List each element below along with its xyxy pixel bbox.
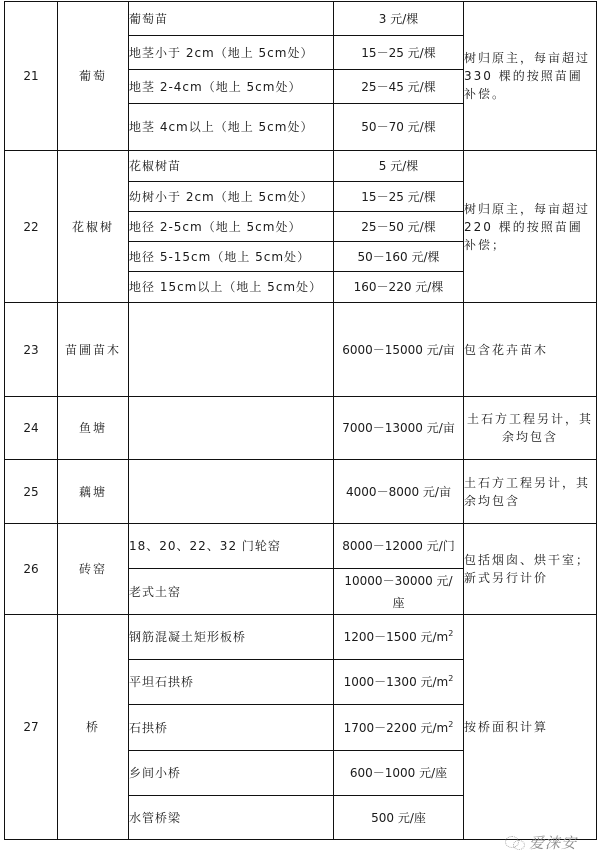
spec-cell: 葡萄苗 [129,2,334,36]
superscript: 2 [448,629,454,638]
price-cell: 6000－15000 元/亩 [334,303,464,397]
superscript: 2 [448,719,454,729]
row-number: 22 [5,151,58,303]
item-name: 葡萄 [58,2,129,151]
spec-cell: 水管桥梁 [129,796,334,840]
item-name: 鱼塘 [58,397,129,460]
wechat-icon [505,836,525,850]
price-cell: 160－220 元/棵 [334,272,464,303]
item-name: 苗圃苗木 [58,303,129,397]
spec-cell: 平坦石拱桥 [129,660,334,705]
note-cell: 树归原主，每亩超过 220 棵的按照苗圃补偿； [464,151,597,303]
price-cell: 5 元/棵 [334,151,464,182]
price-cell: 3 元/棵 [334,2,464,36]
price-cell: 25－45 元/棵 [334,70,464,104]
item-name: 砖窑 [58,524,129,615]
spec-cell: 地茎 4cm以上（地上 5cm处） [129,104,334,151]
note-cell: 土石方工程另计，其余均包含 [464,397,597,460]
spec-cell: 乡间小桥 [129,751,334,796]
note-cell: 树归原主，每亩超过 330 棵的按照苗圃补偿。 [464,2,597,151]
watermark [505,832,577,853]
price-cell: 50－70 元/棵 [334,104,464,151]
note-cell: 包含花卉苗木 [464,303,597,397]
spec-cell: 幼树小于 2cm（地上 5cm处） [129,182,334,212]
row-number: 27 [5,615,58,840]
table-row [5,151,597,182]
price-cell: 15－25 元/棵 [334,182,464,212]
spec-cell [129,303,334,397]
row-number: 25 [5,460,58,524]
spec-cell: 地径 5-15cm（地上 5cm处） [129,242,334,272]
item-name: 藕塘 [58,460,129,524]
row-number: 24 [5,397,58,460]
price-cell: 500 元/座 [334,796,464,840]
price-cell: 25－50 元/棵 [334,212,464,242]
spec-cell: 石拱桥 [129,705,334,751]
spec-cell: 地茎 2-4cm（地上 5cm处） [129,70,334,104]
item-name: 花椒树 [58,151,129,303]
table-row [5,460,597,524]
price-cell: 15－25 元/棵 [334,36,464,70]
table-row [5,303,597,397]
superscript: 2 [448,674,454,683]
spec-cell: 18、20、22、32 门轮窑 [129,524,334,569]
table-row [5,397,597,460]
table-row [5,524,597,569]
row-number: 21 [5,2,58,151]
spec-cell: 地茎小于 2cm（地上 5cm处） [129,36,334,70]
watermark-text: 爱涞安 [529,834,578,852]
spec-cell: 老式土窑 [129,569,334,615]
price-cell [334,615,464,660]
price-text: 1000－1300 元/m [343,675,449,689]
note-cell: 按桥面积计算 [464,615,597,840]
spec-cell: 花椒树苗 [129,151,334,182]
price-cell: 4000－8000 元/亩 [334,460,464,524]
row-number: 23 [5,303,58,397]
price-cell: 8000－12000 元/门 [334,524,464,569]
note-cell: 包括烟囱、烘干室；新式另行计价 [464,524,597,615]
price-cell: 7000－13000 元/亩 [334,397,464,460]
price-cell: 600－1000 元/座 [334,751,464,796]
price-cell [334,660,464,705]
spec-cell [129,460,334,524]
table-row [5,2,597,36]
price-cell: 10000－30000 元/座 [334,569,464,615]
spec-cell: 钢筋混凝土矩形板桥 [129,615,334,660]
price-text: 1700－2200 元/m [343,720,449,735]
spec-cell: 地径 2-5cm（地上 5cm处） [129,212,334,242]
price-cell: 50－160 元/棵 [334,242,464,272]
spec-cell [129,397,334,460]
item-name: 桥 [58,615,129,840]
price-cell [334,705,464,751]
table-row [5,615,597,660]
price-text: 1200－1500 元/m [343,630,449,644]
spec-cell: 地径 15cm以上（地上 5cm处） [129,272,334,303]
compensation-table [4,1,597,840]
note-cell: 土石方工程另计，其余均包含 [464,460,597,524]
row-number: 26 [5,524,58,615]
